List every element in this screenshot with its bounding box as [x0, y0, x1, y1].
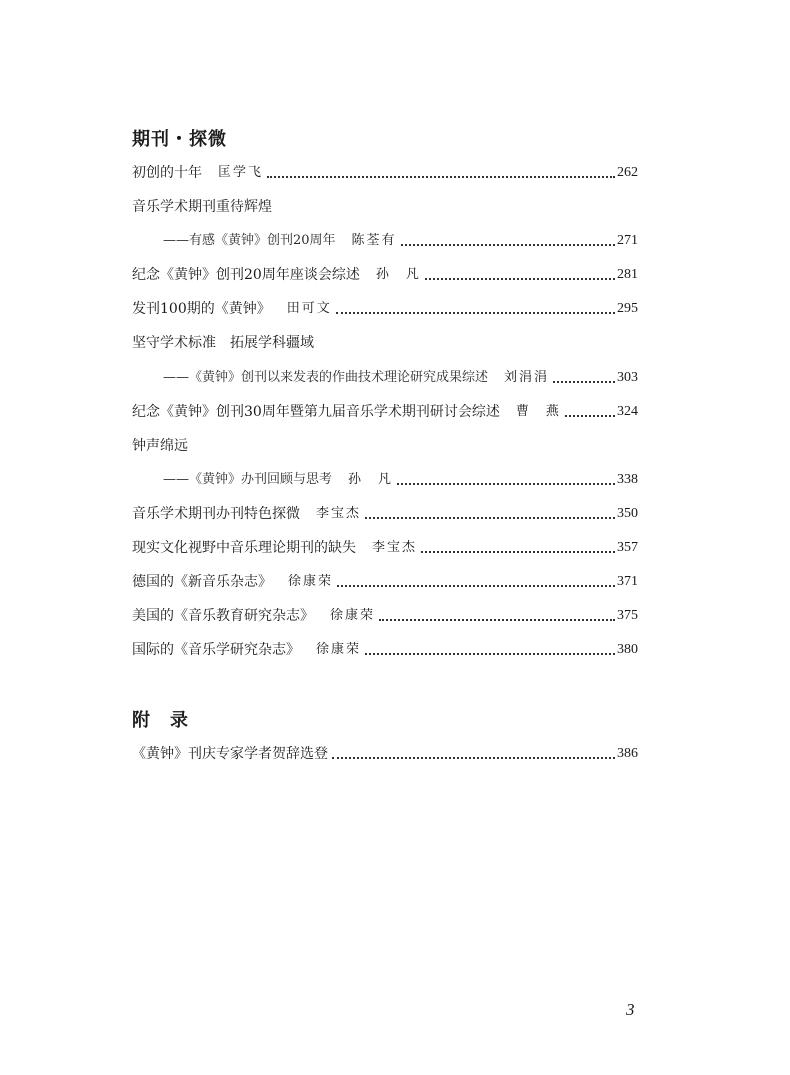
entry-title: 美国的《音乐教育研究杂志》: [132, 608, 314, 624]
dot-leader: [267, 175, 615, 178]
toc-entry[interactable]: [132, 740, 638, 764]
section-title-journal: 期刊・探微: [132, 129, 227, 150]
entry-author: 匡学飞: [218, 165, 264, 180]
entry-author: 孙 凡: [375, 267, 421, 282]
entry-author: 李宝杰: [316, 506, 362, 521]
toc-entry[interactable]: [132, 602, 638, 626]
entry-title: 发刊100期的《黄钟》: [132, 301, 271, 317]
toc-entry[interactable]: [163, 466, 638, 490]
entry-page: 380: [617, 642, 638, 657]
entry-author: 田可文: [286, 301, 332, 316]
toc-entry[interactable]: [132, 432, 638, 456]
entry-author: 李宝杰: [372, 540, 418, 555]
entry-page: 281: [617, 267, 638, 282]
entry-subtitle: ——有感《黄钟》创刊20周年: [163, 233, 336, 248]
entry-title: 钟声绵远: [132, 438, 188, 454]
dot-leader: [337, 584, 615, 587]
entry-page: 338: [617, 472, 638, 487]
toc-entry[interactable]: [132, 398, 638, 422]
toc-entry[interactable]: [163, 227, 638, 251]
entry-page: 371: [617, 574, 638, 589]
entry-page: 303: [617, 370, 638, 385]
entry-title: 现实文化视野中音乐理论期刊的缺失: [132, 540, 356, 556]
toc-entry[interactable]: [132, 500, 638, 524]
entry-title: 《黄钟》刊庆专家学者贺辞选登: [132, 746, 328, 762]
entry-page: 386: [617, 746, 638, 761]
entry-title: 纪念《黄钟》创刊30周年暨第九届音乐学术期刊研讨会综述: [132, 404, 500, 420]
toc-entry[interactable]: [132, 568, 638, 592]
entry-author: 徐康荣: [288, 574, 334, 589]
entry-author: 徐康荣: [316, 642, 362, 657]
toc-entry[interactable]: [132, 329, 638, 353]
dot-leader: [401, 243, 615, 246]
section-title-appendix: 附 录: [132, 710, 189, 731]
entry-page: 324: [617, 404, 638, 419]
dot-leader: [365, 652, 615, 655]
entry-author: 刘涓涓: [504, 370, 550, 385]
entry-title: 初创的十年: [132, 165, 202, 181]
entry-page: 350: [617, 506, 638, 521]
toc-entry[interactable]: [132, 636, 638, 660]
page-number: 3: [626, 1000, 635, 1019]
entry-page: 271: [617, 233, 638, 248]
toc-entry[interactable]: [163, 364, 638, 388]
toc-entry[interactable]: [132, 295, 638, 319]
entry-subtitle: ——《黄钟》办刊回顾与思考: [163, 472, 333, 487]
dot-leader: [365, 516, 615, 519]
entry-title: 坚守学术标准 拓展学科疆域: [132, 335, 314, 351]
entry-author: 曹 燕: [515, 404, 561, 419]
entry-title: 音乐学术期刊重待辉煌: [132, 199, 272, 215]
toc-entry[interactable]: [132, 261, 638, 285]
entry-title: 国际的《音乐学研究杂志》: [132, 642, 300, 658]
dot-leader: [425, 277, 615, 280]
entry-author: 陈荃有: [351, 233, 397, 248]
dot-leader: [332, 756, 615, 759]
toc-entry[interactable]: [132, 193, 638, 217]
entry-page: 357: [617, 540, 638, 555]
dot-leader: [565, 414, 615, 417]
entry-title: 纪念《黄钟》创刊20周年座谈会综述: [132, 267, 360, 283]
entry-page: 295: [617, 301, 638, 316]
dot-leader: [379, 618, 615, 621]
dot-leader: [336, 311, 615, 314]
dot-leader: [421, 550, 615, 553]
entry-title: 音乐学术期刊办刊特色探微: [132, 506, 300, 522]
entry-page: 375: [617, 608, 638, 623]
dot-leader: [553, 380, 615, 383]
entry-author: 孙 凡: [348, 472, 394, 487]
dot-leader: [397, 482, 615, 485]
toc-entry[interactable]: [132, 534, 638, 558]
entry-title: 德国的《新音乐杂志》: [132, 574, 272, 590]
toc-entry[interactable]: [132, 159, 638, 183]
entry-author: 徐康荣: [330, 608, 376, 623]
entry-page: 262: [617, 165, 638, 180]
entry-subtitle: ——《黄钟》创刊以来发表的作曲技术理论研究成果综述: [163, 370, 489, 385]
